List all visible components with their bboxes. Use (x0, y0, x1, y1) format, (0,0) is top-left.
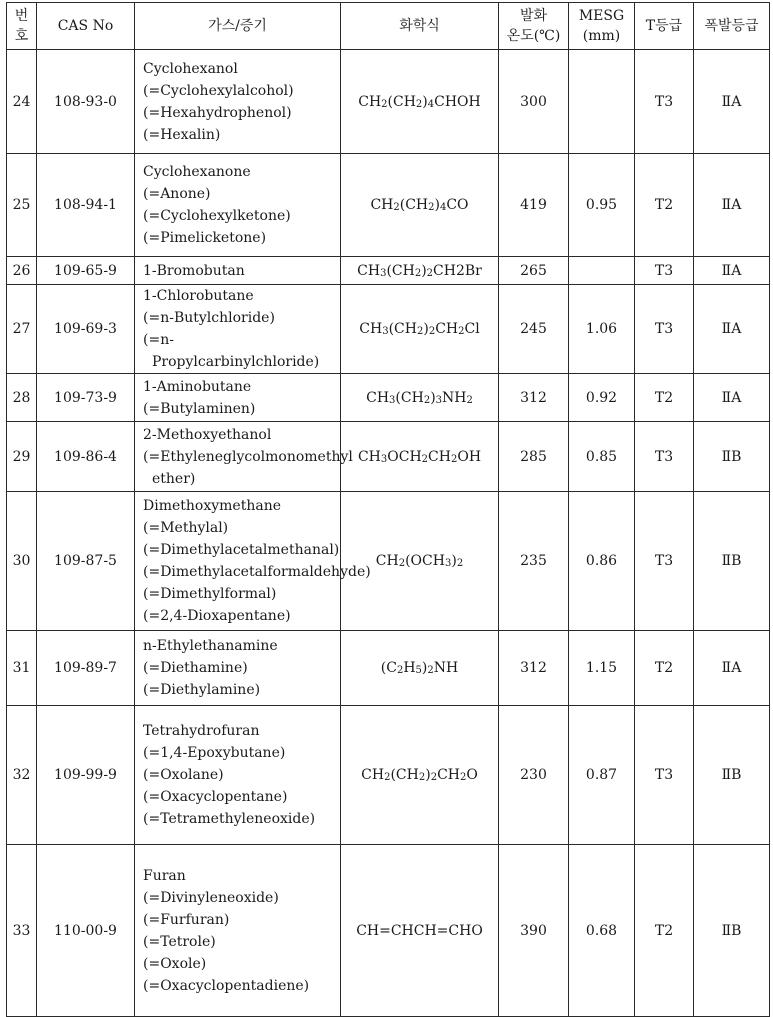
cas-number: 110-00-9 (37, 845, 135, 1017)
formula-subscript: 2 (450, 453, 458, 465)
explosion-group: ⅡA (694, 154, 770, 257)
row-number: 27 (7, 285, 37, 374)
header-mesg (569, 3, 635, 50)
formula-part: OCH (387, 448, 422, 465)
formula-subscript: 2 (427, 665, 434, 676)
formula-subscript: 2 (430, 772, 438, 783)
formula-subscript: 2 (416, 326, 424, 337)
formula-part: (OCH (405, 553, 445, 569)
row-number: 28 (7, 374, 37, 422)
mesg-value: 1.06 (569, 285, 635, 374)
row-number: 30 (7, 492, 37, 631)
mesg-value: 0.68 (569, 845, 635, 1017)
header-no-line2: 호 (14, 28, 29, 44)
formula-part: (CH (390, 767, 419, 783)
formula-part: CH (435, 321, 459, 337)
formula-part: ) (434, 197, 440, 213)
substance-names (135, 492, 371, 631)
temperature-class: T2 (635, 374, 694, 422)
formula-subscript: 2 (414, 267, 422, 279)
formula-part: H (403, 660, 416, 676)
formula-part: CH (370, 197, 394, 213)
mesg-value: 1.15 (569, 631, 635, 706)
formula-subscript: 2 (458, 326, 465, 337)
substance-synonym: (=Furfuran) (143, 911, 230, 928)
ignition-temperature: 312 (499, 374, 569, 422)
substance-name: Cyclohexanol (143, 60, 238, 77)
table-row (7, 631, 770, 706)
substance-synonym: (=1,4-Epoxybutane) (143, 745, 286, 761)
substance-synonym: (=Dimethylformal) (143, 586, 277, 602)
explosion-group: ⅡB (694, 706, 770, 845)
row-number: 25 (7, 154, 37, 257)
formula-part: ) (423, 321, 429, 337)
temperature-class: T3 (635, 50, 694, 154)
formula-subscript: 2 (428, 202, 435, 213)
substance-names (135, 154, 341, 257)
substance-names (135, 257, 341, 285)
formula-part: ) (425, 767, 431, 783)
temperature-class: T3 (635, 257, 694, 285)
substance-synonym: (=Cyclohexylalcohol) (143, 82, 294, 99)
formula-subscript: 2 (423, 394, 431, 406)
formula-subscript: 4 (439, 202, 447, 213)
header-name: 가스/증기 (135, 3, 341, 50)
explosion-group: ⅡA (694, 631, 770, 706)
substance-name: Dimethoxymethane (143, 498, 281, 514)
formula-part: ) (421, 262, 427, 279)
formula-part: CO (446, 197, 469, 213)
cas-number: 108-93-0 (37, 50, 135, 154)
substance-synonym: (=Diethylamine) (143, 682, 261, 698)
table-row (7, 492, 770, 631)
formula-part: CH (428, 448, 451, 465)
formula-part: ) (451, 553, 457, 569)
formula-part: (CH (387, 93, 416, 110)
formula-subscript: 2 (415, 98, 423, 110)
substance-synonym: (=Oxolane) (143, 767, 224, 783)
header-ignition-line2: 온도(℃) (506, 28, 561, 44)
formula-part: CH (375, 553, 399, 569)
substance-names (135, 845, 341, 1017)
row-number: 31 (7, 631, 37, 706)
substance-names (135, 50, 341, 154)
temperature-class: T2 (635, 631, 694, 706)
explosion-group: ⅡA (694, 374, 770, 422)
table-row (7, 706, 770, 845)
formula-subscript: 3 (380, 453, 388, 465)
substance-synonym: (=Tetrole) (143, 933, 216, 950)
formula-part: (CH (399, 197, 429, 213)
formula-subscript: 2 (393, 202, 400, 213)
formula-subscript: 3 (444, 558, 452, 569)
cas-number: 109-99-9 (37, 706, 135, 845)
cas-number: 108-94-1 (37, 154, 135, 257)
substance-names (135, 285, 341, 374)
substance-name: 1-Chlorobutane (143, 288, 254, 304)
formula-subscript: 2 (418, 772, 426, 783)
formula-subscript: 2 (456, 558, 464, 569)
temperature-class: T3 (635, 706, 694, 845)
row-number: 26 (7, 257, 37, 285)
substance-synonym: (=Pimelicketone) (143, 230, 267, 246)
ignition-temperature: 230 (499, 706, 569, 845)
substance-synonym: (=Oxole) (143, 955, 207, 972)
formula-subscript: 3 (435, 394, 443, 406)
chemical-formula (341, 422, 499, 492)
cas-number: 109-86-4 (37, 422, 135, 492)
substance-synonym: (=Anone) (143, 186, 211, 202)
substance-synonym: (=Oxacyclopentadiene) (143, 977, 310, 994)
ignition-temperature: 390 (499, 845, 569, 1017)
header-no (7, 3, 37, 50)
chemical-formula (341, 285, 499, 374)
header-no-line1: 번 (14, 8, 29, 24)
formula-subscript: 3 (389, 394, 396, 406)
formula-part: CH (358, 93, 382, 110)
substance-synonym: (=Divinyleneoxide) (143, 889, 279, 906)
formula-part: CH (437, 767, 460, 783)
substance-name: Cyclohexanone (143, 164, 251, 180)
header-mesg-line2: (mm) (582, 28, 621, 44)
formula-part: Cl (464, 321, 480, 337)
explosion-group: ⅡB (694, 845, 770, 1017)
substance-synonym: (=Dimethylacetalmethanal) (143, 542, 340, 558)
formula-subscript: 2 (459, 772, 467, 783)
table-row (7, 845, 770, 1017)
header-formula: 화학식 (341, 3, 499, 50)
chemical-formula (341, 631, 499, 706)
formula-part: ) (430, 389, 436, 406)
header-ignition-line1: 발화 (519, 8, 548, 24)
ignition-temperature: 245 (499, 285, 569, 374)
header-mesg-line1: MESG (578, 8, 625, 24)
mesg-value (569, 257, 635, 285)
substance-name: n-Ethylethanamine (143, 638, 278, 654)
formula-part: CH (359, 321, 383, 337)
temperature-class: T3 (635, 422, 694, 492)
substance-synonym: (=Hexalin) (143, 126, 221, 143)
formula-part: ) (421, 660, 428, 676)
formula-part: CH (366, 389, 390, 406)
formula-part: OH (457, 448, 482, 465)
chemical-formula (341, 50, 499, 154)
chemical-formula (341, 154, 499, 257)
mesg-value: 0.92 (569, 374, 635, 422)
ignition-temperature: 300 (499, 50, 569, 154)
formula-part: CHOH (434, 93, 481, 110)
row-number: 24 (7, 50, 37, 154)
substance-names (135, 374, 341, 422)
formula-subscript: 2 (384, 772, 391, 783)
ignition-temperature: 419 (499, 154, 569, 257)
ignition-temperature: 285 (499, 422, 569, 492)
formula-subscript: 2 (428, 326, 436, 337)
cas-number: 109-73-9 (37, 374, 135, 422)
formula-part: CH (361, 767, 385, 783)
formula-part: CH2Br (433, 262, 482, 279)
gas-properties-table (6, 2, 770, 1017)
formula-part: O (466, 767, 478, 783)
formula-subscript: 4 (427, 98, 435, 110)
cas-number: 109-89-7 (37, 631, 135, 706)
explosion-group: ⅡA (694, 257, 770, 285)
explosion-group: ⅡB (694, 492, 770, 631)
cas-number: 109-87-5 (37, 492, 135, 631)
formula-subscript: 2 (381, 98, 388, 110)
table-row (7, 257, 770, 285)
explosion-group: ⅡA (694, 285, 770, 374)
temperature-class: T2 (635, 845, 694, 1017)
explosion-group: ⅡB (694, 422, 770, 492)
cas-number: 109-69-3 (37, 285, 135, 374)
substance-names (135, 422, 353, 492)
chemical-formula (341, 845, 499, 1017)
cas-number: 109-65-9 (37, 257, 135, 285)
row-number: 33 (7, 845, 37, 1017)
temperature-class: T2 (635, 154, 694, 257)
formula-subscript: 2 (426, 267, 434, 279)
substance-synonym: (=n-Butylchloride) (143, 310, 275, 326)
substance-synonym: (=Tetramethyleneoxide) (143, 811, 316, 827)
mesg-value: 0.85 (569, 422, 635, 492)
header-cas: CAS No (37, 3, 135, 50)
ignition-temperature: 265 (499, 257, 569, 285)
formula-subscript: 5 (415, 665, 422, 676)
ignition-temperature: 312 (499, 631, 569, 706)
formula-part: CH=CHCH=CHO (356, 922, 483, 939)
header-ignition (499, 3, 569, 50)
substance-synonym: (=Dimethylacetalformaldehyde) (143, 564, 371, 580)
substance-synonym: (=n-Propylcarbinylchloride) (143, 332, 320, 370)
chemical-formula (341, 706, 499, 845)
formula-part: (CH (395, 389, 424, 406)
formula-subscript: 3 (382, 326, 389, 337)
substance-synonym: (=Butylaminen) (143, 400, 256, 417)
substance-synonym: (=Methylal) (143, 520, 229, 536)
substance-synonym: (=Hexahydrophenol) (143, 104, 292, 121)
header-t-class: T등급 (635, 3, 694, 50)
header-explosion-group: 폭발등급 (694, 3, 770, 50)
formula-part: ) (422, 93, 428, 110)
substance-synonym: (=Ethyleneglycolmonomethyl ether) (143, 448, 353, 487)
formula-subscript: 2 (421, 453, 429, 465)
substance-synonym: (=Cyclohexylketone) (143, 208, 291, 224)
substance-name: Tetrahydrofuran (143, 723, 260, 739)
formula-part: CH (357, 448, 381, 465)
table-header-row (7, 3, 770, 50)
formula-part: (C (380, 660, 397, 676)
formula-part: NH (442, 389, 467, 406)
substance-name: 2-Methoxyethanol (143, 426, 272, 443)
ignition-temperature: 235 (499, 492, 569, 631)
substance-synonym: (=Diethamine) (143, 660, 248, 676)
table-row (7, 422, 770, 492)
chemical-formula (341, 257, 499, 285)
temperature-class: T3 (635, 492, 694, 631)
substance-name: Furan (143, 867, 186, 884)
chemical-formula (341, 492, 499, 631)
formula-part: (CH (386, 262, 415, 279)
table-row (7, 50, 770, 154)
substance-name: 1-Aminobutane (143, 378, 252, 395)
chemical-formula (341, 374, 499, 422)
explosion-group: ⅡA (694, 50, 770, 154)
formula-part: (CH (388, 321, 417, 337)
formula-subscript: 3 (380, 267, 387, 279)
chemical-data-sheet (6, 2, 771, 1017)
row-number: 32 (7, 706, 37, 845)
table-row (7, 154, 770, 257)
formula-subscript: 2 (466, 394, 473, 406)
mesg-value: 0.95 (569, 154, 635, 257)
substance-names (135, 631, 341, 706)
table-row (7, 285, 770, 374)
table-row (7, 374, 770, 422)
temperature-class: T3 (635, 285, 694, 374)
substance-name: 1-Bromobutan (143, 262, 245, 279)
mesg-value: 0.86 (569, 492, 635, 631)
substance-synonym: (=2,4-Dioxapentane) (143, 608, 291, 624)
substance-synonym: (=Oxacyclopentane) (143, 789, 288, 805)
formula-subscript: 2 (396, 665, 404, 676)
formula-subscript: 2 (398, 558, 406, 569)
formula-part: CH (357, 262, 381, 279)
table-body (7, 50, 770, 1017)
formula-part: NH (433, 660, 459, 676)
mesg-value (569, 50, 635, 154)
mesg-value: 0.87 (569, 706, 635, 845)
row-number: 29 (7, 422, 37, 492)
substance-names (135, 706, 341, 845)
